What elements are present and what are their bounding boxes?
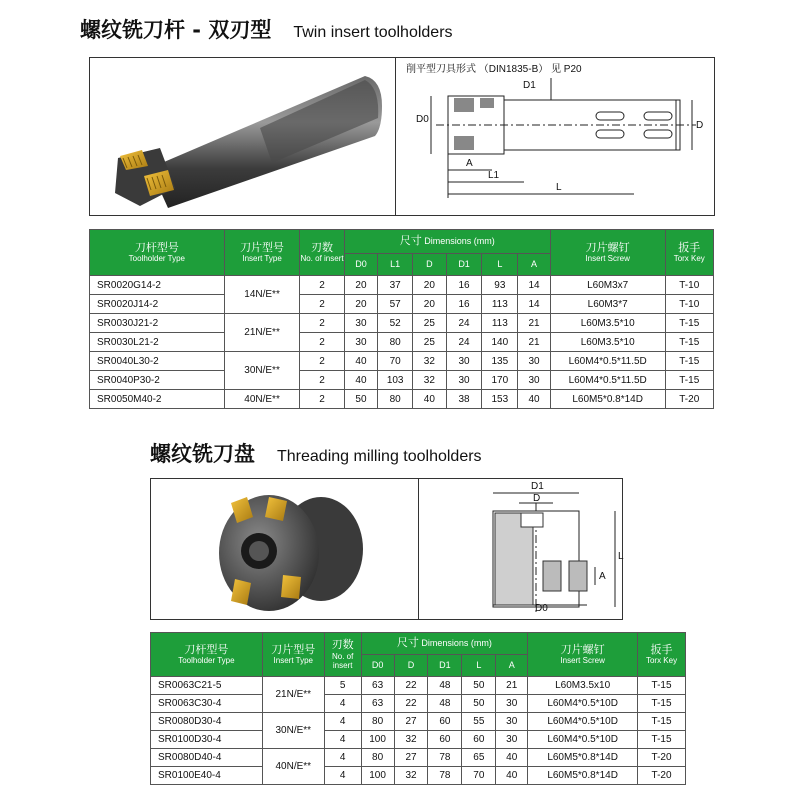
cell-d: 22 [394, 695, 428, 713]
cell-n: 2 [300, 314, 344, 333]
cell-d1: 38 [446, 390, 482, 409]
cell-d1: 24 [446, 314, 482, 333]
cell-a: 40 [496, 749, 528, 767]
cell-d: 22 [394, 677, 428, 695]
header-key: 扳手 Torx Key [665, 230, 713, 276]
cell-model: SR0080D30-4 [151, 713, 263, 731]
cell-screw: L60M3.5x10 [528, 677, 638, 695]
cell-l1: 52 [378, 314, 413, 333]
cell-n: 4 [324, 767, 361, 785]
cell-key: T-15 [638, 695, 686, 713]
cell-screw: L60M5*0.8*14D [528, 767, 638, 785]
table-row [151, 767, 686, 785]
cell-d0: 40 [344, 352, 378, 371]
cell-d1: 16 [446, 276, 482, 295]
label2-d: D [533, 493, 541, 504]
cell-a: 21 [496, 677, 528, 695]
cell-screw: L60M5*0.8*14D [528, 749, 638, 767]
header2-count: 刃数 No. of insert [324, 633, 361, 677]
cell-key: T-20 [665, 390, 713, 409]
cell-l: 50 [462, 677, 496, 695]
cell-n: 4 [324, 731, 361, 749]
cell-d0: 50 [344, 390, 378, 409]
section1-title-en: Twin insert toolholders [293, 24, 453, 41]
drawing-caption: 削平型刀具形式 （DIN1835-B） 见 P20 [406, 64, 582, 75]
toolholder-drawing [395, 57, 715, 216]
cell-l1: 103 [378, 371, 413, 390]
cell-l: 70 [462, 767, 496, 785]
cell-a: 40 [518, 390, 551, 409]
cell-d0: 20 [344, 276, 378, 295]
cell-d1: 60 [428, 731, 462, 749]
cell-d1: 30 [446, 352, 482, 371]
header2-screw: 刀片螺钉 Insert Screw [528, 633, 638, 677]
cell-model: SR0063C21-5 [151, 677, 263, 695]
header-d0: D0 [344, 254, 378, 276]
cell-l: 153 [482, 390, 518, 409]
label-d0: D0 [416, 114, 429, 125]
cell-key: T-20 [638, 749, 686, 767]
table-row [90, 276, 714, 295]
cell-model: SR0020J14-2 [90, 295, 225, 314]
cell-l: 55 [462, 713, 496, 731]
cell-key: T-15 [638, 731, 686, 749]
header2-key: 扳手 Torx Key [638, 633, 686, 677]
cell-d: 32 [413, 371, 447, 390]
section2-title-en: Threading milling toolholders [277, 448, 482, 465]
cell-screw: L60M4*0.5*11.5D [550, 371, 665, 390]
cell-n: 2 [300, 371, 344, 390]
cell-d1: 78 [428, 767, 462, 785]
cell-d1: 16 [446, 295, 482, 314]
header-d1: D1 [446, 254, 482, 276]
technical-drawing [396, 58, 714, 215]
cell-d0: 63 [361, 695, 394, 713]
cell-d0: 100 [361, 731, 394, 749]
header2-model: 刀杆型号 Toolholder Type [151, 633, 263, 677]
cell-key: T-15 [665, 333, 713, 352]
cell-d: 32 [413, 352, 447, 371]
cell-l: 50 [462, 695, 496, 713]
table-row [90, 371, 714, 390]
label2-d0: D0 [535, 603, 548, 614]
cell-d0: 30 [344, 314, 378, 333]
table-row [151, 731, 686, 749]
cell-n: 2 [300, 352, 344, 371]
cell-a: 14 [518, 276, 551, 295]
cell-a: 21 [518, 333, 551, 352]
cell-screw: L60M4*0.5*10D [528, 713, 638, 731]
header2-dimensions: 尺寸 Dimensions (mm) [361, 633, 528, 655]
table-row [90, 352, 714, 371]
toolholder-spec-table [89, 229, 714, 409]
cell-l: 113 [482, 314, 518, 333]
header2-l: L [462, 655, 496, 677]
cell-a: 30 [518, 371, 551, 390]
cell-n: 4 [324, 713, 361, 731]
end-mill-illustration [90, 58, 396, 215]
header-a: A [518, 254, 551, 276]
cell-l: 65 [462, 749, 496, 767]
cell-key: T-15 [638, 677, 686, 695]
header-screw: 刀片螺钉 Insert Screw [550, 230, 665, 276]
cell-l1: 70 [378, 352, 413, 371]
label-a: A [466, 158, 473, 169]
milling-head-photo [150, 478, 420, 620]
cell-model: SR0100D30-4 [151, 731, 263, 749]
cell-d: 40 [413, 390, 447, 409]
cell-n: 4 [324, 749, 361, 767]
table-row [90, 333, 714, 352]
label-l: L [556, 182, 562, 193]
section1-title-zh: 螺纹铣刀杆 - 双刃型 [80, 18, 272, 42]
cell-l: 140 [482, 333, 518, 352]
cell-d: 20 [413, 276, 447, 295]
cell-l1: 57 [378, 295, 413, 314]
label2-l: L [618, 551, 624, 562]
cell-l: 93 [482, 276, 518, 295]
cell-n: 4 [324, 695, 361, 713]
cell-model: SR0050M40-2 [90, 390, 225, 409]
cell-a: 30 [496, 695, 528, 713]
cell-model: SR0030J21-2 [90, 314, 225, 333]
cell-a: 40 [496, 767, 528, 785]
cell-n: 2 [300, 390, 344, 409]
header-l1: L1 [378, 254, 413, 276]
cell-d: 32 [394, 767, 428, 785]
milling-head-spec-table [150, 632, 686, 785]
cell-d1: 24 [446, 333, 482, 352]
label-d1: D1 [523, 80, 536, 91]
cell-model: SR0030L21-2 [90, 333, 225, 352]
cell-n: 2 [300, 276, 344, 295]
cell-d: 27 [394, 749, 428, 767]
cell-key: T-10 [665, 276, 713, 295]
section2-title-zh: 螺纹铣刀盘 [150, 442, 255, 466]
toolholder-photo [89, 57, 397, 216]
cell-a: 30 [518, 352, 551, 371]
header2-a: A [496, 655, 528, 677]
cell-key: T-10 [665, 295, 713, 314]
cell-key: T-15 [665, 371, 713, 390]
header-insert: 刀片型号 Insert Type [224, 230, 300, 276]
cell-d: 32 [394, 731, 428, 749]
header2-insert: 刀片型号 Insert Type [262, 633, 324, 677]
cell-insert: 30N/E** [262, 713, 324, 749]
cell-d: 25 [413, 333, 447, 352]
cell-a: 14 [518, 295, 551, 314]
cell-insert: 30N/E** [224, 352, 300, 390]
header-model: 刀杆型号 Toolholder Type [90, 230, 225, 276]
table-row [151, 749, 686, 767]
cell-screw: L60M5*0.8*14D [550, 390, 665, 409]
cell-d: 20 [413, 295, 447, 314]
cell-d0: 80 [361, 713, 394, 731]
cell-d1: 30 [446, 371, 482, 390]
cell-a: 30 [496, 731, 528, 749]
milling-head-illustration [151, 479, 419, 619]
table-row [151, 695, 686, 713]
header2-d: D [394, 655, 428, 677]
cell-model: SR0020G14-2 [90, 276, 225, 295]
header-count: 刃数 No. of insert [300, 230, 344, 276]
cell-d1: 78 [428, 749, 462, 767]
table-row [151, 677, 686, 695]
header2-d1: D1 [428, 655, 462, 677]
table-row [151, 713, 686, 731]
label2-d1: D1 [531, 481, 544, 492]
table-row [90, 295, 714, 314]
cell-d: 27 [394, 713, 428, 731]
cell-screw: L60M4*0.5*10D [528, 731, 638, 749]
cell-screw: L60M3*7 [550, 295, 665, 314]
cell-insert: 21N/E** [262, 677, 324, 713]
label2-a: A [599, 571, 606, 582]
header2-d0: D0 [361, 655, 394, 677]
cell-insert: 14N/E** [224, 276, 300, 314]
cell-model: SR0040L30-2 [90, 352, 225, 371]
milling-head-drawing [418, 478, 623, 620]
cell-d: 25 [413, 314, 447, 333]
cell-key: T-15 [665, 314, 713, 333]
section1-title [80, 14, 453, 44]
cell-l1: 37 [378, 276, 413, 295]
header-l: L [482, 254, 518, 276]
cell-screw: L60M4*0.5*10D [528, 695, 638, 713]
cell-d0: 63 [361, 677, 394, 695]
cell-screw: L60M3.5*10 [550, 314, 665, 333]
cell-l1: 80 [378, 390, 413, 409]
section2-title [150, 438, 482, 468]
cell-d0: 80 [361, 749, 394, 767]
cell-d0: 100 [361, 767, 394, 785]
cell-l: 170 [482, 371, 518, 390]
cell-key: T-20 [638, 767, 686, 785]
cell-d0: 30 [344, 333, 378, 352]
cell-l: 60 [462, 731, 496, 749]
cell-model: SR0063C30-4 [151, 695, 263, 713]
cell-n: 2 [300, 333, 344, 352]
cell-model: SR0040P30-2 [90, 371, 225, 390]
cell-model: SR0100E40-4 [151, 767, 263, 785]
cell-d0: 40 [344, 371, 378, 390]
cell-key: T-15 [665, 352, 713, 371]
cell-n: 2 [300, 295, 344, 314]
cell-insert: 40N/E** [262, 749, 324, 785]
cell-model: SR0080D40-4 [151, 749, 263, 767]
cell-l1: 80 [378, 333, 413, 352]
cell-l: 113 [482, 295, 518, 314]
milling-head-technical-drawing [419, 479, 622, 619]
cell-screw: L60M3.5*10 [550, 333, 665, 352]
cell-d1: 48 [428, 695, 462, 713]
cell-a: 21 [518, 314, 551, 333]
header-dimensions: 尺寸 Dimensions (mm) [344, 230, 550, 254]
label-l1: L1 [488, 170, 500, 181]
cell-d0: 20 [344, 295, 378, 314]
cell-screw: L60M4*0.5*11.5D [550, 352, 665, 371]
table-row [90, 314, 714, 333]
label-d: D [696, 120, 704, 131]
cell-insert: 21N/E** [224, 314, 300, 352]
cell-key: T-15 [638, 713, 686, 731]
cell-d1: 60 [428, 713, 462, 731]
cell-n: 5 [324, 677, 361, 695]
header-d: D [413, 254, 447, 276]
cell-a: 30 [496, 713, 528, 731]
cell-d1: 48 [428, 677, 462, 695]
cell-l: 135 [482, 352, 518, 371]
cell-screw: L60M3x7 [550, 276, 665, 295]
cell-insert: 40N/E** [224, 390, 300, 409]
table-row [90, 390, 714, 409]
